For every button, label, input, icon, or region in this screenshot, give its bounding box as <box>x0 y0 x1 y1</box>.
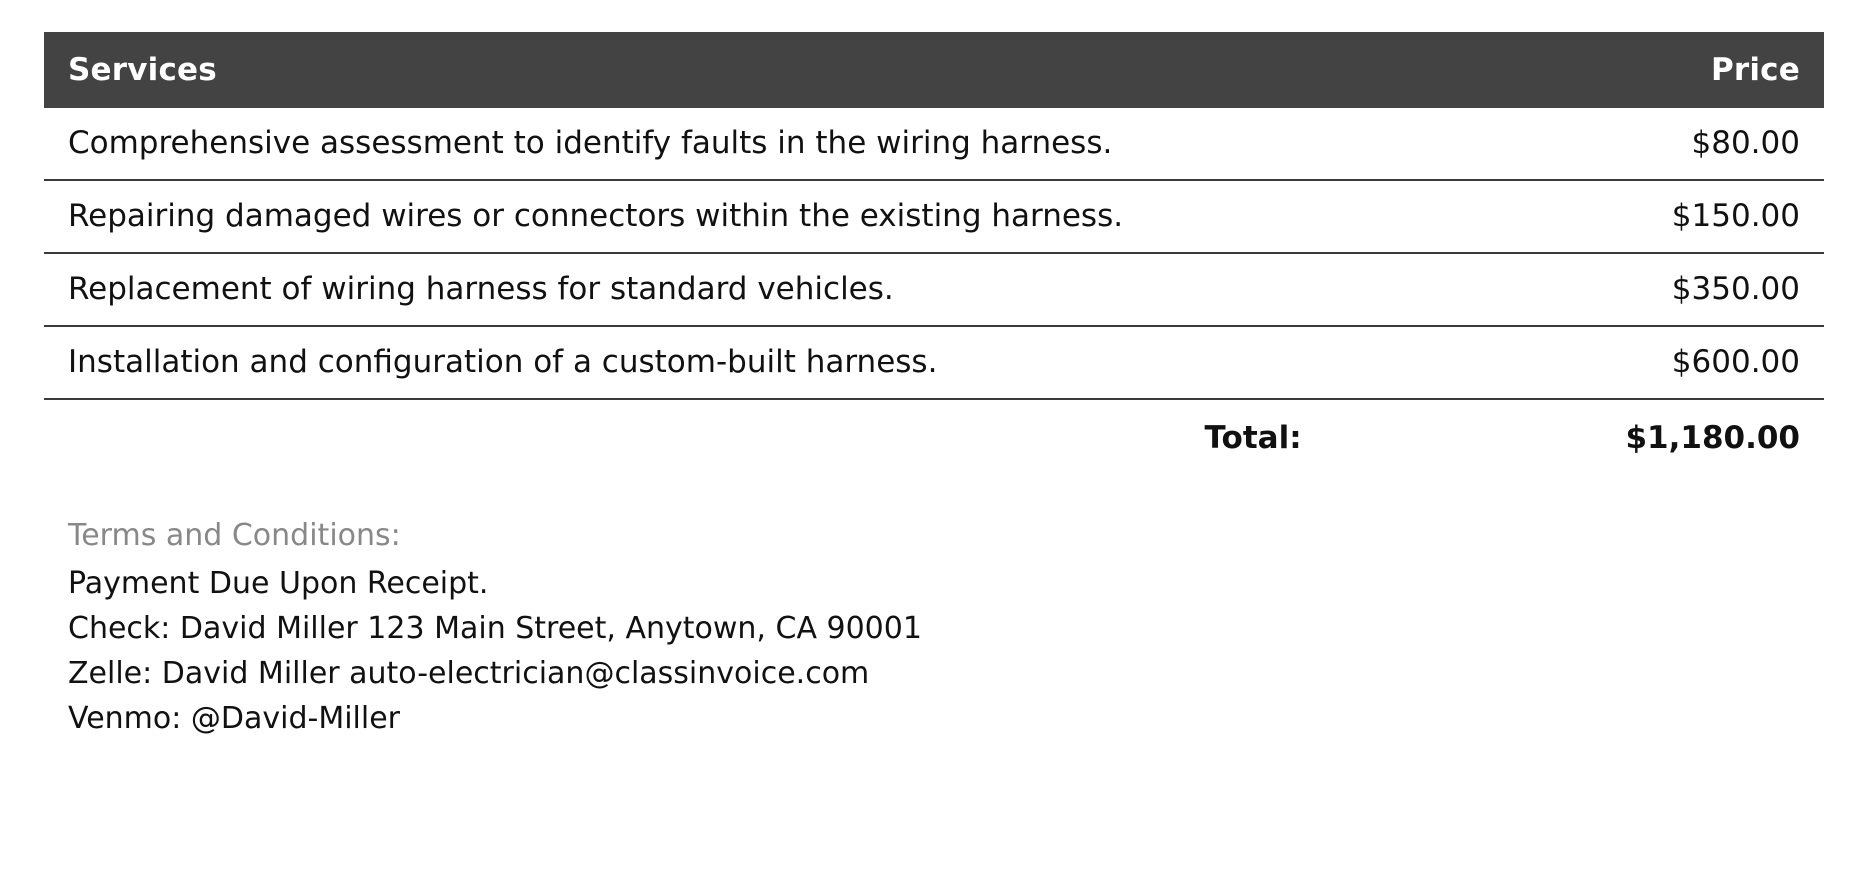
table-row <box>44 326 1824 399</box>
total-label: Total: <box>1204 420 1302 456</box>
total-amount: $1,180.00 <box>1625 420 1800 456</box>
table-row <box>44 108 1824 180</box>
service-description: Replacement of wiring harness for standard vehicles. <box>44 253 1326 326</box>
terms-line-check: Check: David Miller 123 Main Street, Anytown, CA 90001 <box>68 611 922 646</box>
table-row <box>44 253 1824 326</box>
service-description: Repairing damaged wires or connectors within the existing harness. <box>44 180 1326 253</box>
service-price: $350.00 <box>1326 253 1824 326</box>
terms-line-zelle: Zelle: David Miller auto-electrician@classinvoice.com <box>68 656 870 691</box>
terms-line-venmo: Venmo: @David-Miller <box>68 701 401 736</box>
service-price: $600.00 <box>1326 326 1824 399</box>
table-header-row <box>44 32 1824 108</box>
terms-line-payment: Payment Due Upon Receipt. <box>68 566 489 601</box>
service-description: Installation and configuration of a custom-built harness. <box>44 326 1326 399</box>
total-row <box>44 399 1824 474</box>
service-price: $150.00 <box>1326 180 1824 253</box>
table-header <box>44 32 1824 108</box>
table-row <box>44 180 1824 253</box>
column-header-services: Services <box>68 52 217 88</box>
column-header-price: Price <box>1710 52 1800 88</box>
service-description: Comprehensive assessment to identify faults in the wiring harness. <box>44 108 1326 180</box>
table-body <box>44 108 1824 474</box>
terms-title: Terms and Conditions: <box>68 518 401 553</box>
service-price: $80.00 <box>1326 108 1824 180</box>
services-table <box>44 32 1824 474</box>
terms-and-conditions <box>44 518 1824 741</box>
